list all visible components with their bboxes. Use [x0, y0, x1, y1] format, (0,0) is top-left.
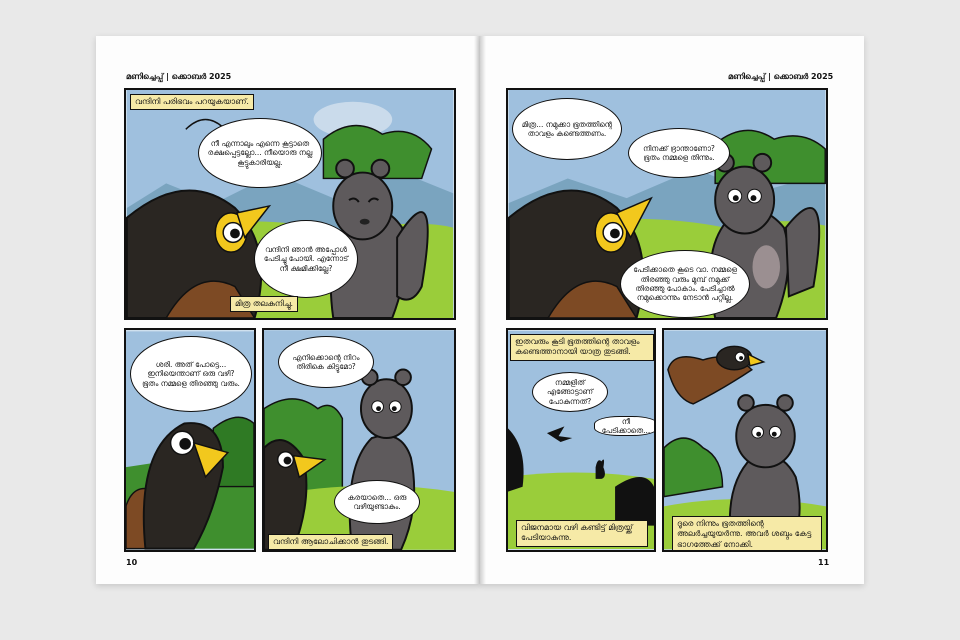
- speech-bubble-right-2-answer: നീ പേടിക്കാതെ...: [594, 416, 656, 436]
- caption-left-1-bottom: മിത്ര തലകുനിച്ചു.: [230, 296, 298, 312]
- comic-panel-left-3: [262, 328, 456, 552]
- caption-right-3-bottom: ദൂരെ നിന്നും ഭൂതത്തിന്റെ അലർച്ചയുയർന്നു. അവർ ശബ്ദം കേട്ട ഭാഗത്തേക്ക് നോക്കി.: [672, 516, 822, 552]
- comic-panel-right-3: [662, 328, 828, 552]
- caption-left-1-top: വന്ദിനി പരിഭവം പറയുകയാണ്.: [130, 94, 254, 110]
- left-page-header: മണിച്ചെപ്പ് | ക്കൊബർ 2025: [126, 72, 232, 81]
- right-page-number: 11: [818, 558, 830, 567]
- book-gutter: [474, 36, 486, 584]
- speech-bubble-left-3-bottom: കരയാതെ... ഒരു വഴിയുണ്ടാകും.: [334, 480, 420, 524]
- comic-panel-left-2: [124, 328, 256, 552]
- caption-left-3-bottom: വന്ദിനി ആലോചിക്കാൻ തുടങ്ങി.: [268, 534, 393, 550]
- speech-bubble-left-1-mynah: നീ എന്നാലും എന്നെ കൂട്ടാതെ രക്ഷപ്പെട്ടല്ലോ... നീയൊരു നല്ല കൂട്ടുകാരിയല്ല.: [198, 118, 322, 188]
- caption-right-2-top: ഇതവരും കൂടി ഭൂതത്തിന്റെ താവളം കണ്ടെത്താനായി യാത്ര തുടങ്ങി.: [510, 334, 654, 361]
- speech-bubble-right-2-question: നമ്മളിത് എങ്ങോട്ടാണ് പോകുന്നത്?: [532, 372, 608, 412]
- comic-panel-right-1: [506, 88, 828, 320]
- speech-bubble-right-1-left: മിത്ര... നമുക്കാ ഭൂതത്തിന്റെ താവളം കണ്ടെത്തണം.: [512, 98, 622, 160]
- left-page-number: 10: [126, 558, 138, 567]
- caption-right-2-bottom: വിജനമായ വഴി കണ്ടിട്ട് മിത്രയ്ക്ക് പേടിയാകുന്നു.: [516, 520, 648, 547]
- speech-bubble-right-1-right: നിനക്ക് ഭ്രാന്താണോ? ഭൂതം നമ്മളെ തിന്നും.: [628, 128, 730, 178]
- speech-bubble-left-3-top: എനിക്കൊന്റെ നിറം തിരികെ കിട്ടുമോ?: [278, 336, 374, 388]
- panel-art-right-2: [508, 330, 654, 550]
- speech-bubble-left-2: ശരി. അത് പോട്ടെ... ഇനിയെന്താണ് ഒരു വഴി? ഭൂതം നമ്മളെ തിരഞ്ഞു വരും.: [130, 336, 252, 412]
- speech-bubble-left-1-squirrel: വന്ദിനി ഞാൻ അപ്പോൾ പേടിച്ചു പോയി. എന്നോട് നീ ക്ഷമിക്കില്ലേ?: [254, 220, 358, 298]
- comic-panel-right-2: [506, 328, 656, 552]
- speech-bubble-right-1-bottom: പേടിക്കാതെ കൂടെ വാ. നമ്മളെ തിരഞ്ഞു വരും മുമ്പ് നമുക്ക് തിരഞ്ഞു പോകാം. പേടിച്ചാൽ നമുക്കൊന്നും നേടാൻ പറ്റില്ല.: [620, 250, 750, 318]
- comic-panel-left-1: [124, 88, 456, 320]
- right-page-header: മണിച്ചെപ്പ് | ക്കൊബർ 2025: [728, 72, 834, 81]
